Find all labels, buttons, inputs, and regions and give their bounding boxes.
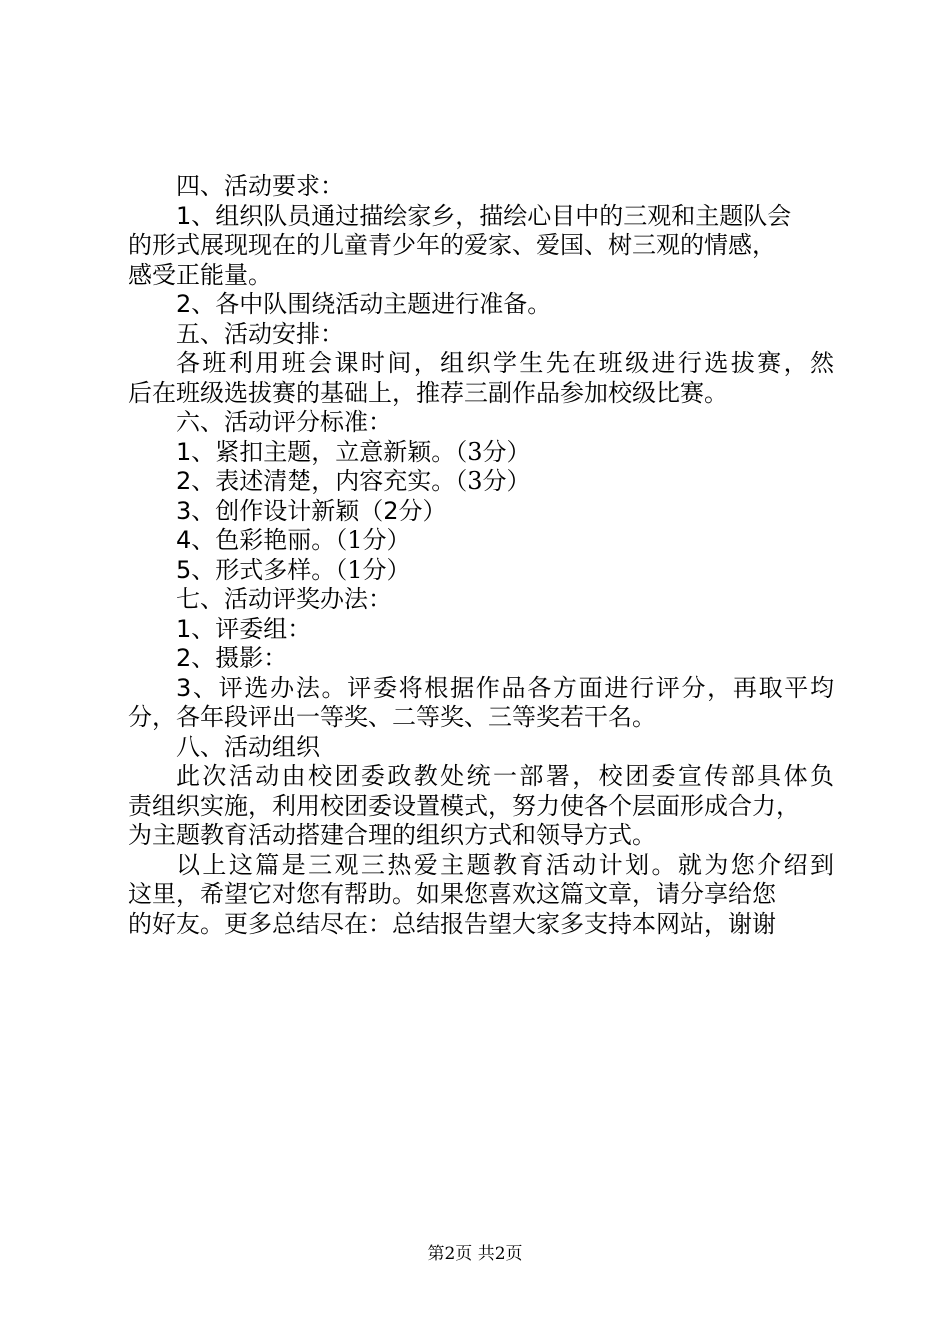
- criteria-item: 3、创作设计新颖（2分）: [176, 496, 447, 525]
- criteria-item: [128, 467, 834, 497]
- criteria-text: 1、紧扣主题，立意新颖。: [176, 437, 456, 466]
- page-footer: 第2页 共2页: [427, 1244, 523, 1264]
- award-item-label: 3、评选办法。: [176, 673, 348, 702]
- award-item: 1、评委组：: [176, 614, 312, 643]
- paragraph-line: 这里，希望它对您有帮助。如果您喜欢这篇文章，请分享给您: [128, 880, 776, 908]
- paragraph-line: 的形式展现现在的儿童青少年的爱家、爱国、树三观的情感，: [128, 231, 776, 259]
- paragraph-line: 以上这篇是三观三热爱主题教育活动计划。就为您介绍到: [176, 850, 834, 879]
- paragraph-line: 为主题教育活动搭建合理的组织方式和领导方式。: [128, 821, 656, 849]
- award-item: [128, 674, 834, 704]
- paragraph-line: 感受正能量。: [128, 260, 272, 289]
- criteria-text: 2、表述清楚，内容充实。: [176, 467, 456, 495]
- document-body: [128, 172, 834, 939]
- paragraph-line: 责组织实施，利用校团委设置模式，努力使各个层面形成合力，: [128, 791, 800, 820]
- criteria-score: （1分）: [335, 526, 411, 554]
- award-item-text: 评委将根据作品各方面进行评分，再取平均: [347, 673, 834, 702]
- heading-activity-schedule: 五、活动安排：: [176, 319, 344, 348]
- award-item: 2、摄影：: [176, 644, 288, 672]
- paragraph-line: 后在班级选拔赛的基础上，推荐三副作品参加校级比赛。: [128, 378, 728, 407]
- paragraph-line: 的好友。更多总结尽在：总结报告望大家多支持本网站，谢谢: [128, 909, 776, 938]
- criteria-text: 4、色彩艳丽。: [176, 526, 336, 554]
- paragraph-line: 此次活动由校团委政教处统一部署，校团委宣传部具体负: [176, 762, 834, 790]
- paragraph-line: 2、各中队围绕活动主题进行准备。: [176, 290, 552, 318]
- paragraph-line: 分，各年段评出一等奖、二等奖、三等奖若干名。: [128, 703, 656, 731]
- criteria-text: 5、形式多样。: [176, 555, 336, 584]
- heading-scoring-criteria: 六、活动评分标准：: [176, 408, 392, 436]
- criteria-item: [128, 438, 834, 468]
- criteria-item: [128, 526, 834, 556]
- criteria-item: [128, 556, 834, 586]
- heading-activity-requirements: 四、活动要求：: [176, 172, 344, 200]
- heading-award-method: 七、活动评奖办法：: [176, 585, 392, 613]
- criteria-score: （3分）: [455, 437, 531, 466]
- paragraph-line: 1、组织队员通过描绘家乡，描绘心目中的三观和主题队会: [176, 201, 792, 230]
- criteria-score: （3分）: [455, 467, 531, 495]
- heading-organization: 八、活动组织: [176, 732, 320, 761]
- criteria-score: （1分）: [335, 555, 411, 584]
- paragraph-line: 各班利用班会课时间，组织学生先在班级进行选拔赛，然: [176, 349, 834, 377]
